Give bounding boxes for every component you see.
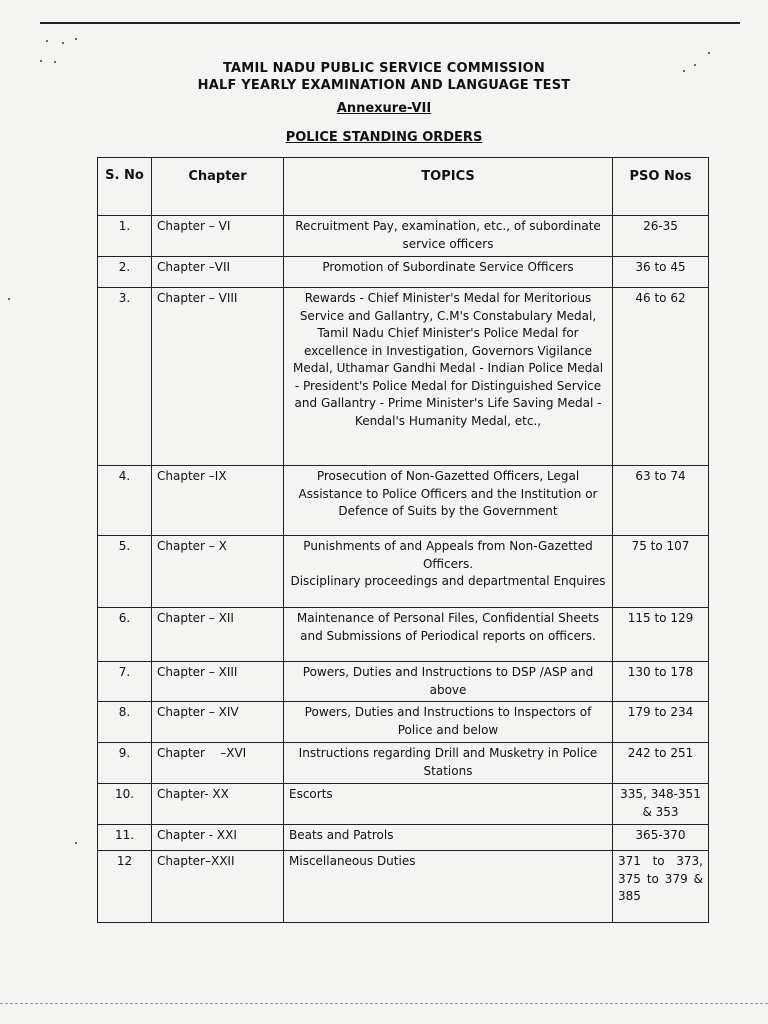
row-topics: Maintenance of Personal Files, Confidential Sheets and Submissions of Periodical reports on officers. xyxy=(284,608,613,662)
row-topics: Beats and Patrols xyxy=(284,825,613,851)
row-pso: 371 to 373, 375 to 379 & 385 xyxy=(613,851,709,923)
pso-table xyxy=(97,157,709,923)
row-topics: Miscellaneous Duties xyxy=(284,851,613,923)
row-chapter: Chapter –XVI xyxy=(152,743,284,784)
row-topics: Instructions regarding Drill and Musketry in Police Stations xyxy=(284,743,613,784)
row-number: 5. xyxy=(98,536,152,608)
row-topics: Powers, Duties and Instructions to DSP /ASP and above xyxy=(284,662,613,702)
header-topics: TOPICS xyxy=(284,158,613,216)
row-chapter: Chapter – XIII xyxy=(152,662,284,702)
row-chapter: Chapter – X xyxy=(152,536,284,608)
row-topics: Powers, Duties and Instructions to Inspectors of Police and below xyxy=(284,702,613,743)
row-number: 8. xyxy=(98,702,152,743)
row-chapter: Chapter – VIII xyxy=(152,288,284,466)
header-chapter: Chapter xyxy=(152,158,284,216)
row-number: 4. xyxy=(98,466,152,536)
document-header xyxy=(0,60,768,145)
row-pso: 46 to 62 xyxy=(613,288,709,466)
row-chapter: Chapter –IX xyxy=(152,466,284,536)
table-row xyxy=(98,702,709,743)
table-header-row xyxy=(98,158,709,216)
row-pso: 36 to 45 xyxy=(613,257,709,288)
row-number: 7. xyxy=(98,662,152,702)
row-topics: Rewards - Chief Minister's Medal for Meritorious Service and Gallantry, C.M's Constabulary Medal, Tamil Nadu Chief Minister's Police Medal for excellence in Investigation, Governors Vigilance Medal, Uthamar Gandhi Medal - Indian Police Medal - President's Police Medal for Distinguished Service and Gallantry - Prime Minister's Life Saving Medal - Kendal's Humanity Medal, etc., xyxy=(284,288,613,466)
row-chapter: Chapter – XII xyxy=(152,608,284,662)
table-row xyxy=(98,257,709,288)
row-number: 11. xyxy=(98,825,152,851)
row-number: 12 xyxy=(98,851,152,923)
table-row xyxy=(98,851,709,923)
row-number: 1. xyxy=(98,216,152,257)
table-row xyxy=(98,288,709,466)
row-chapter: Chapter–XXII xyxy=(152,851,284,923)
row-number: 10. xyxy=(98,784,152,825)
table-row xyxy=(98,784,709,825)
scan-speck xyxy=(708,52,710,54)
table-row xyxy=(98,536,709,608)
scan-speck xyxy=(75,842,77,844)
annexure-label: Annexure-VII xyxy=(336,101,432,116)
header-pso: PSO Nos xyxy=(613,158,709,216)
row-pso: 75 to 107 xyxy=(613,536,709,608)
topics-line: Punishments of and Appeals from Non-Gazetted Officers. xyxy=(303,539,593,571)
exam-title: HALF YEARLY EXAMINATION AND LANGUAGE TEST xyxy=(197,78,571,93)
row-topics: Promotion of Subordinate Service Officers xyxy=(284,257,613,288)
row-chapter: Chapter –VII xyxy=(152,257,284,288)
row-number: 9. xyxy=(98,743,152,784)
header-sno: S. No xyxy=(98,158,152,216)
row-topics: Escorts xyxy=(284,784,613,825)
row-pso: 130 to 178 xyxy=(613,662,709,702)
table-row xyxy=(98,662,709,702)
scan-speck xyxy=(75,38,77,40)
row-pso: 26-35 xyxy=(613,216,709,257)
table-row xyxy=(98,216,709,257)
row-pso: 242 to 251 xyxy=(613,743,709,784)
row-topics: Recruitment Pay, examination, etc., of subordinate service officers xyxy=(284,216,613,257)
row-pso: 179 to 234 xyxy=(613,702,709,743)
row-chapter: Chapter – VI xyxy=(152,216,284,257)
row-number: 6. xyxy=(98,608,152,662)
row-pso: 115 to 129 xyxy=(613,608,709,662)
page-title: POLICE STANDING ORDERS xyxy=(285,130,483,145)
top-rule xyxy=(40,22,740,24)
row-chapter: Chapter- XX xyxy=(152,784,284,825)
row-pso: 63 to 74 xyxy=(613,466,709,536)
row-number: 2. xyxy=(98,257,152,288)
commission-name: TAMIL NADU PUBLIC SERVICE COMMISSION xyxy=(222,61,545,76)
table-row xyxy=(98,825,709,851)
table-row xyxy=(98,743,709,784)
row-topics: Prosecution of Non-Gazetted Officers, Legal Assistance to Police Officers and the Institution or Defence of Suits by the Government xyxy=(284,466,613,536)
row-topics xyxy=(284,536,613,608)
table-row xyxy=(98,466,709,536)
scan-speck xyxy=(46,40,48,42)
scan-speck xyxy=(8,298,10,300)
row-pso: 365-370 xyxy=(613,825,709,851)
row-chapter: Chapter – XIV xyxy=(152,702,284,743)
table-row xyxy=(98,608,709,662)
row-chapter: Chapter - XXI xyxy=(152,825,284,851)
bottom-rule xyxy=(0,1003,768,1004)
row-pso: 335, 348-351 & 353 xyxy=(613,784,709,825)
row-number: 3. xyxy=(98,288,152,466)
scan-speck xyxy=(62,42,64,44)
topics-line: Disciplinary proceedings and departmental Enquires xyxy=(290,574,606,588)
